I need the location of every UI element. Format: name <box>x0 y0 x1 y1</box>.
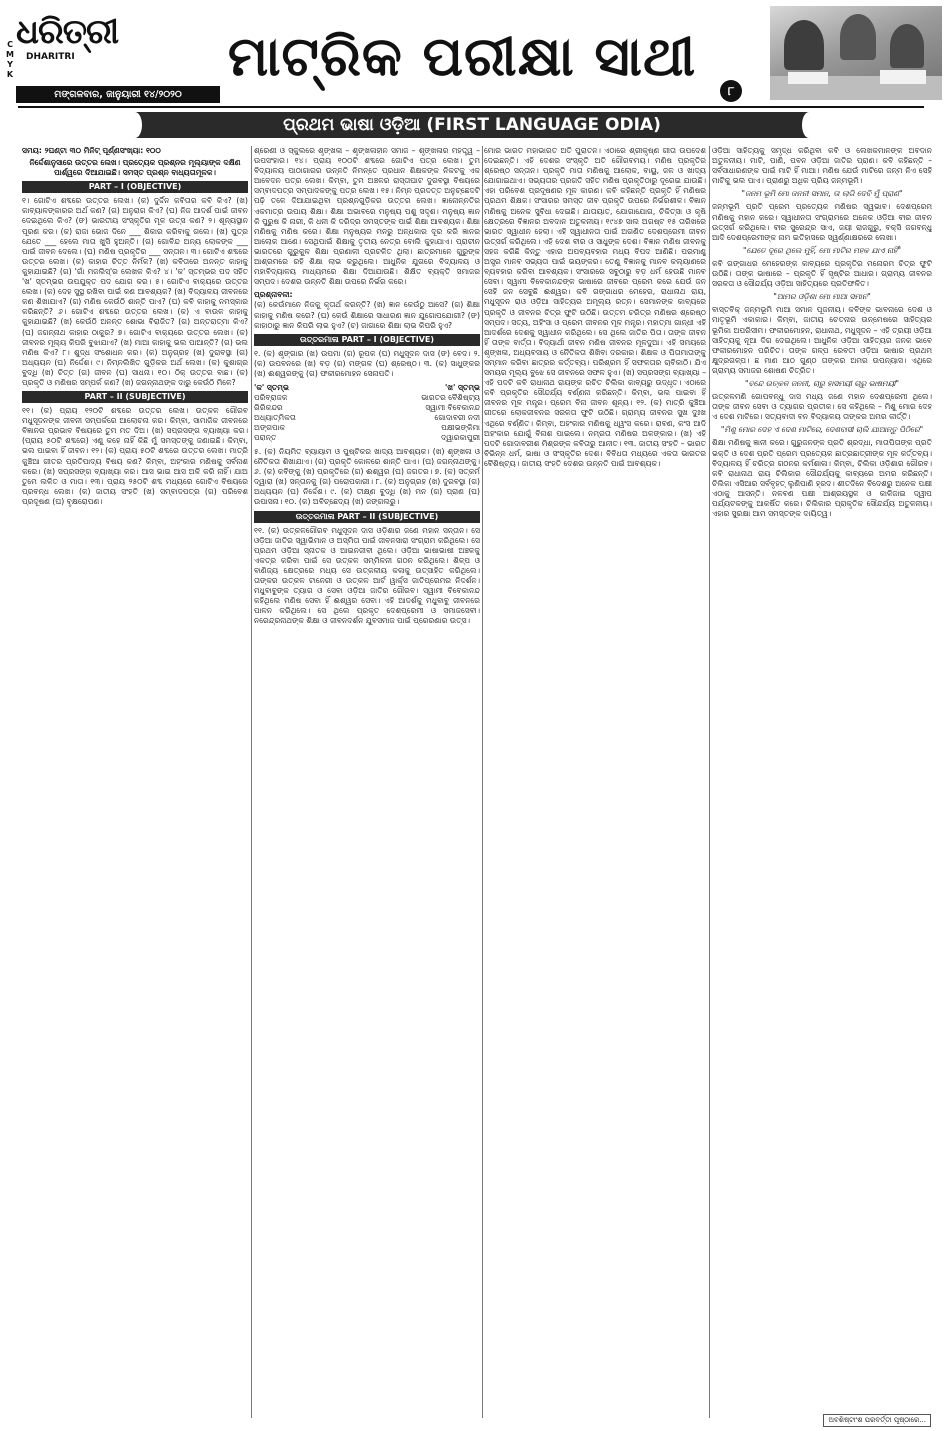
verse-quote: "ଯେତେ ଦୂରେ ଥିଲେ ମୁହିଁ, ମୋ ମାଟିର ମହକ ଯାଏ ନାହିଁ" <box>743 245 901 255</box>
cmyk-marks <box>4 40 16 80</box>
answer-text: ଉତ୍କଳମଣି ଗୋପବନ୍ଧୁ ଦାସ ମଧ୍ୟ ଜଣେ ମହାନ ଦେଶପ୍ରେମୀ ଥିଲେ। ତାଙ୍କ ଜୀବନ ସେବା ଓ ତ୍ୟାଗର ପ୍ରତୀକ। ସେ କହିଥିଲେ – ମିଶୁ ମୋର ଦେହ ଏ ଦେଶ ମାଟିରେ। ସତ୍ୟବାଦୀ ବନ ବିଦ୍ୟାଳୟ ତାଙ୍କର ଅମର କୀର୍ତ୍ତି। <box>712 392 932 422</box>
verse-quote: "ମିଶୁ ମୋର ଦେହ ଏ ଦେଶ ମାଟିରେ, ଦେଶବାସୀ ଚାଲି ଯାଆନ୍ତୁ ପିଠିରେ" <box>720 425 924 435</box>
section-title: ମାଟ୍ରିକ ପରୀକ୍ଷା ସାଥୀ <box>227 24 697 88</box>
match-left: ପରାନ୍ତ <box>254 432 277 442</box>
essay-and-passage: ଶ୍ରେଣୀ ଓ ସ୍କୁଲରେ ଶୃଙ୍ଖଳା – ଶୃଙ୍ଖଳାହୀନ ସମାଜ – ଶୃଙ୍ଖଳାର ମହତ୍ତ୍ୱ – ଉପସଂହାର। ୧୪। ପ୍ରାୟ ୧୦୦ଟି ଶବ୍ଦରେ ଗୋଟିଏ ପତ୍ର ଲେଖ। ତୁମ ବିଦ୍ୟାଳୟ ପାଠାଗାରର ଉନ୍ନତି ନିମନ୍ତେ ପ୍ରଧାନ ଶିକ୍ଷକଙ୍କ ନିକଟକୁ ଏକ ଆବେଦନ ପତ୍ର ଲେଖ। କିମ୍ବା, ତୁମ ଅଞ୍ଚଳର ରାସ୍ତାଘାଟ ଦୁରବସ୍ଥା ବିଷୟରେ ସମ୍ବାଦପତ୍ର ସମ୍ପାଦକଙ୍କୁ ପତ୍ର ଲେଖ। ୧୫। ନିମ୍ନ ପ୍ରଦତ୍ତ ଅନୁଚ୍ଛେଦଟି ପଢ଼ି ତଳେ ଦିଆଯାଇଥିବା ପ୍ରଶ୍ନଗୁଡ଼ିକର ଉତ୍ତର ଲେଖ। ଜ୍ଞାନୋନ୍ନତିର ଏକମାତ୍ର ଉପାୟ ଶିକ୍ଷା। ଶିକ୍ଷା ଅଭାବରେ ମନୁଷ୍ୟ ପଶୁ ସଦୃଶ। ମନୁଷ୍ୟ ଜ୍ଞାନ କି ପୁରୁଷ କି ନାରୀ, କି ଧନୀ କି ଦରିଦ୍ର ସମସ୍ତଙ୍କ ପାଇଁ ଶିକ୍ଷା ଆବଶ୍ୟକ। ଶିକ୍ଷା ମଣିଷକୁ ମଣିଷ କରେ। ଶିକ୍ଷା ମନୁଷ୍ୟର ମନରୁ ଅନ୍ଧକାର ଦୂର କରି ଜ୍ଞାନର ଆଲୋକ ଆଣେ। ସେଥିପାଇଁ ଶିକ୍ଷାକୁ ତୃତୀୟ ନେତ୍ର ବୋଲି କୁହାଯାଏ। ପ୍ରାଚୀନ ଭାରତରେ ଗୁରୁକୁଳ ଶିକ୍ଷା ପ୍ରଣାଳୀ ପ୍ରଚଳିତ ଥିଲା। ଛାତ୍ରମାନେ ଗୁରୁଙ୍କ ଆଶ୍ରମରେ ରହି ଶିକ୍ଷା ଲାଭ କରୁଥିଲେ। ଆଧୁନିକ ଯୁଗରେ ବିଦ୍ୟାଳୟ ଓ ମହାବିଦ୍ୟାଳୟ ମାଧ୍ୟମରେ ଶିକ୍ଷା ଦିଆଯାଉଛି। ଶିକ୍ଷିତ ବ୍ୟକ୍ତି ସମାଜର ସମ୍ପଦ। ଦେଶର ଉନ୍ନତି ଶିକ୍ଷା ଉପରେ ନିର୍ଭର କରେ। <box>254 146 480 287</box>
answer-text: ଶିକ୍ଷା ମଣିଷକୁ ଜ୍ଞାନୀ କରେ। ଗୁରୁଜନଙ୍କ ପ୍ରତି ଶ୍ରଦ୍ଧା, ମାତାପିତାଙ୍କ ପ୍ରତି ଭକ୍ତି ଓ ଦେଶ ପ୍ରତି ପ୍ରେମ ପ୍ରତ୍ୟେକ ଛାତ୍ରଛାତ୍ରୀଙ୍କ ମୂଳ କର୍ତ୍ତବ୍ୟ। ବିଦ୍ୟାଳୟ ହିଁ ଚରିତ୍ର ଗଠନର କର୍ମଶାଳା। କିମ୍ବା, ଚିଲିକା ଓଡ଼ିଶାର ଗୌରବ। କବି ରାଧାନାଥ ରାୟ ଚିଲିକାର ସୌନ୍ଦର୍ଯ୍ୟକୁ କାବ୍ୟରେ ଅମର କରିଛନ୍ତି। ଚିଲିକା ଏସିଆର ସର୍ବବୃହତ୍ ଲୁଣିପାଣି ହ୍ରଦ। ଶୀତଦିନେ ବିଦେଶରୁ ଅନେକ ପକ୍ଷୀ ଏଠାକୁ ଆସନ୍ତି। ନଳବଣ ପକ୍ଷୀ ଆଶ୍ରୟସ୍ଥଳ ଓ କାଳିଜାଇ ଦ୍ୱୀପ ପର୍ଯ୍ୟଟକଙ୍କୁ ଆକର୍ଷିତ କରେ। ଚିଲିକାର ପ୍ରାକୃତିକ ସୌନ୍ଦର୍ଯ୍ୟ ଅତୁଳନୀୟ। ଏହାର ସୁରକ୍ଷା ଆମ ସମସ୍ତଙ୍କ ଦାୟିତ୍ୱ। <box>712 438 932 519</box>
match-table <box>254 383 480 443</box>
logo-text: ଧରିତ୍ରୀ <box>16 12 119 52</box>
match-right: ଗୋଦାବରୀ ନଦୀ <box>434 412 480 422</box>
cmyk-c: C <box>7 40 13 49</box>
match-head-left: 'କ' ସ୍ତମ୍ଭ <box>254 382 289 392</box>
match-left: ଅଙ୍ଗପାକ <box>254 422 286 432</box>
answer-key-remaining: ୫. (କ) ନିୟମିତ ବ୍ୟାୟାମ ଓ ପୁଷ୍ଟିକର ଖାଦ୍ୟ ଆବଶ୍ୟକ। (ଖ) ଶୃଙ୍ଖଳା ଓ ନୈତିକତା ଶିଖାଯାଏ। (ଗ) ପ୍ରକୃତି କୋଳରେ ଶାନ୍ତି ପାଏ। (ଘ) ଜଗନ୍ନାଥଙ୍କୁ। ୬. (କ) କବିଙ୍କୁ (ଖ) ପ୍ରକୃତିରେ (ଗ) ଈଶ୍ୱର (ଘ) ଜଗତର। ୭. (କ) ସତ୍କର୍ମ ଦ୍ୱାରା (ଖ) ସନ୍ତାନକୁ (ଗ) ପରୋପକାରୀ। ୮. (କ) ଅନୁଗ୍ରହ (ଖ) ଦୁରବସ୍ଥା (ଗ) ଅଧ୍ୟୟନ (ଘ) ନିର୍ଦ୍ଦେଶ। ୯. (କ) ତୀକ୍ଷ୍ଣ ବୁଦ୍ଧି (ଖ) ମନ (ଗ) ପ୍ରାଣ (ଘ) ଉପାସନା। ୧୦. (କ) ଅବିଚ୍ଛେଦ୍ୟ (ଖ) ଜଙ୍ଗଲରୁ। <box>254 446 480 507</box>
exam-header: ସମୟ: ୨ଘଣ୍ଟା ୩୦ ମିନିଟ୍ ପୂର୍ଣ୍ଣସଂଖ୍ୟା: ୧୦୦ <box>22 146 161 155</box>
column-divider <box>709 146 710 1418</box>
column-answers-final <box>712 146 932 1418</box>
cmyk-k: K <box>6 70 14 79</box>
article-columns <box>22 146 932 1418</box>
match-right: ଭାରତର ବୈଶିଷ୍ଟ୍ୟ <box>421 392 480 402</box>
part1-questions: ୧। ଗୋଟିଏ ଶବ୍ଦରେ ଉତ୍ତର ଲେଖ। (କ) ଦୁର୍ଦ୍ଦିନ କବିତାର କବି କିଏ? (ଖ) କାବ୍ୟାଳଙ୍କାରର ଅର୍ଥ କଣ? (ଗ) ଅନୁରାଗ କିଏ? (ଘ) ନିଜ ଆଦର୍ଶ ପାଇଁ ଜୀବନ ଦେଇଥିଲେ କିଏ? (ଙ) ଭାରତୀୟ ସଂସ୍କୃତିର ମୂଳ ଉତ୍ସ କଣ? ୨। ଶୂନ୍ୟସ୍ଥାନ ପୂରଣ କର। (କ) ରାଜା ଭୋଜ ଦିନେ ___ ଶିକାର କରିବାକୁ ଗଲେ। (ଖ) ପୁତ୍ର ଯେତେ ___ ହେଲେ ମାତା ଖୁସି ହୁଅନ୍ତି। (ଗ) ଗୋବିନ୍ଦ ଅନ୍ୟ ଲୋକଙ୍କ ___ ପାଇଁ ଜୀବନ ଦେଲେ। (ଘ) ମଣିଷ ପ୍ରକୃତିର ___ ସନ୍ତାନ। ୩। ଗୋଟିଏ ଶବ୍ଦରେ ଉତ୍ତର ଲେଖ। (କ) କାହାର ଚିତ୍ତ ନିର୍ମଳ? (ଖ) କବିତାରେ ଅନନ୍ତ କାହାକୁ କୁହାଯାଇଛି? (ଗ) 'ଗାଁ ମଜଲିସ୍'ର ଲେଖକ କିଏ? ୪। 'କ' ସ୍ତମ୍ଭର ପଦ ସହିତ 'ଖ' ସ୍ତମ୍ଭର ଉପଯୁକ୍ତ ପଦ ଯୋଗ କର। ୫। ଗୋଟିଏ ବାକ୍ୟରେ ଉତ୍ତର ଲେଖ। (କ) ଦେହ ସୁସ୍ଥ ରଖିବା ପାଇଁ କଣ ଆବଶ୍ୟକ? (ଖ) ବିଦ୍ୟାଳୟ ଜୀବନରେ କଣ ଶିଖାଯାଏ? (ଗ) ମଣିଷ କେଉଁଠି ଶାନ୍ତି ପାଏ? (ଘ) କବି କାହାକୁ ନମସ୍କାର କରିଛନ୍ତି? ୬। ଗୋଟିଏ ଶବ୍ଦରେ ଉତ୍ତର ଲେଖ। (କ) ଏ ବାଉଳ କାହାକୁ କୁହାଯାଇଛି? (ଖ) କେଉଁଠି ଅନନ୍ତ ଶୋଭା ବିରାଜିତ? (ଗ) ଅନ୍ତରାତ୍ମା କିଏ? (ଘ) ଜଗନ୍ନାଥ କାହାର ଠାକୁର? ୭। ଗୋଟିଏ ବାକ୍ୟରେ ଉତ୍ତର ଲେଖ। (କ) ଜୀବନର ମୂଲ୍ୟ କିପରି ବୁଝାଯାଏ? (ଖ) ମାଆ କାହାକୁ ଭଲ ପାଆନ୍ତି? (ଗ) ଭଲ ମଣିଷ କିଏ? ୮। ଶୁଦ୍ଧ ସଂଶୋଧନ କର। (କ) ଅନୁଗ୍ରହ (ଖ) ଦୁରାବସ୍ଥା (ଗ) ଅଧ୍ୟୟନ (ଘ) ନିର୍ଦ୍ଦେଶ। ୯। ନିମ୍ନଲିଖିତ ଗୁଡ଼ିକର ଅର୍ଥ ଲେଖ। (କ) କୁଶାଗ୍ର ବୁଦ୍ଧି (ଖ) ଚିତ୍ତ (ଗ) ଜୀବନ (ଘ) ସାଧନା। ୧୦। ଠିକ୍ ଉତ୍ତର ବାଛ। (କ) ପ୍ରକୃତି ଓ ମଣିଷର ସମ୍ପର୍କ କଣ? (ଖ) ଜଗନ୍ନାଥଙ୍କ ଦାରୁ କେଉଁଠି ମିଳେ? <box>22 196 248 387</box>
match-head-right: 'ଖ' ସ୍ତମ୍ଭ <box>445 382 480 392</box>
match-left: ଅଧ୍ୟାତ୍ମିକତା <box>254 412 296 422</box>
column-answers <box>254 146 480 1418</box>
match-left: ଗିରିକନ୍ଦର <box>254 402 283 412</box>
page-marker: ୮ <box>720 80 742 102</box>
logo-subtext: DHARITRI <box>26 52 75 62</box>
answer-text: ଜନ୍ମଭୂମି ପ୍ରତି ପ୍ରେମ ପ୍ରତ୍ୟେକ ମଣିଷର ସ୍ୱଭାବ। ଦେଶପ୍ରେମ ମଣିଷକୁ ମହାନ କରେ। ସ୍ୱାଧୀନତା ସଂଗ୍ରାମରେ ଅନେକ ଓଡ଼ିଆ ବୀର ଜୀବନ ଉତ୍ସର୍ଗ କରିଥିଲେ। ବୀର ସୁରେନ୍ଦ୍ର ସାଏ, ଜୟୀ ରାଜଗୁରୁ, ବକ୍ସି ଜଗବନ୍ଧୁ ଆଦି ଦେଶପ୍ରେମୀଙ୍କ ନାମ ଇତିହାସରେ ସ୍ୱର୍ଣ୍ଣାକ୍ଷରରେ ଲେଖା। <box>712 202 932 242</box>
answer-text: ବାସ୍ତବିକ୍ ଜନ୍ମଭୂମି ମାଆ ସମାନ ପୂଜନୀୟ। କବିଙ୍କ ଭାବନାରେ ଦେଶ ଓ ମାତୃଭୂମି ଏକାକାର। କିମ୍ବା, ଜାତୀୟ ଚେତନାର ଉନ୍ମେଷରେ ସାହିତ୍ୟର ଭୂମିକା ଅପରିସୀମ। ଫକୀରମୋହନ, ରାଧାନାଥ, ମଧୁସୂଦନ – ଏହି ତ୍ରୟୀ ଓଡ଼ିଆ ସାହିତ୍ୟକୁ ନୂଆ ଦିଗ ଦେଇଥିଲେ। ଆଧୁନିକ ଓଡ଼ିଆ ସାହିତ୍ୟର ଜନକ ଭାବେ ଫକୀରମୋହନ ପରିଚିତ। ତାଙ୍କ ଗଳ୍ପ ରେବତୀ ଓଡ଼ିଆ ଭାଷାର ପ୍ରଥମ କ୍ଷୁଦ୍ରଗଳ୍ପ। ଛ ମାଣ ଆଠ ଗୁଣ୍ଠ ତାଙ୍କର ଅମର ଉପନ୍ୟାସ। ଏଥିରେ ଗ୍ରାମ୍ୟ ସମାଜର ଶୋଷଣ ଚିତ୍ରିତ। <box>712 305 932 375</box>
answer-key-part2: ୧୧. (କ) ଉତ୍କଳଗୌରବ ମଧୁସୂଦନ ଦାସ ଓଡ଼ିଶାର ଜଣେ ମହାନ ସନ୍ତାନ। ସେ ଓଡ଼ିଆ ଜାତିର ସ୍ୱାଭିମାନ ଓ ଅସ୍ମିତା ପାଇଁ ଜୀବନସାରା ସଂଗ୍ରାମ କରିଥିଲେ। ସେ ପ୍ରଥମ ଓଡ଼ିଆ ସ୍ନାତକ ଓ ଆଇନଜୀବୀ ଥିଲେ। ଓଡ଼ିଆ ଭାଷାଭାଷୀ ଅଞ୍ଚଳକୁ ଏକତ୍ର କରିବା ପାଇଁ ସେ ଉତ୍କଳ ସମ୍ମିଳନୀ ଗଠନ କରିଥିଲେ। ଶିଳ୍ପ ଓ ବାଣିଜ୍ୟ କ୍ଷେତ୍ରରେ ମଧ୍ୟ ସେ ଉତ୍କଳୀୟ କଳାକୁ ଉତ୍ସାହିତ କରିଥିଲେ। ତାଙ୍କର ଉତ୍କଳ ଟାନେରୀ ଓ ଉତ୍କଳ ଆର୍ଟ ୱାର୍କ୍ସ ଜାତିପ୍ରେମର ନିଦର୍ଶନ। ମଧୁବାବୁଙ୍କ ତ୍ୟାଗ ଓ ସେବା ଓଡ଼ିଆ ଜାତିର ଗୌରବ। ସ୍ୱାମୀ ବିବେକାନନ୍ଦ କହିଥିଲେ ମଣିଷ ସେବା ହିଁ ଈଶ୍ୱର ସେବା। ଏହି ଆଦର୍ଶକୁ ମଧୁବାବୁ ଜୀବନରେ ପାଳନ କରିଥିଲେ। ସେ ଥିଲେ ପ୍ରକୃତ ଦେଶପ୍ରେମୀ ଓ ସମାଜସେବୀ। ନରେନ୍ଦ୍ରନାଥଙ୍କ ଶିକ୍ଷା ଓ ଜୀବନଦର୍ଶନ ଯୁବସମାଜ ପାଇଁ ପ୍ରେରଣାର ଉତ୍ସ। <box>254 525 480 626</box>
match-left: ପରିବ୍ରାଜକ <box>254 392 288 402</box>
masthead-rule <box>18 106 924 108</box>
dateline: ମଙ୍ଗଳବାର, ଜାନୁୟାରୀ ୧୪/୨୦୨୦ <box>16 86 220 103</box>
questions-label: ପ୍ରଶ୍ନାବଳୀ: <box>254 290 293 300</box>
answer-text: କବି ଗଙ୍ଗାଧର ମେହେରଙ୍କ କାବ୍ୟରେ ପ୍ରକୃତିର ମନୋରମ ଚିତ୍ର ଫୁଟି ଉଠିଛି। ତାଙ୍କ ଭାଷାରେ – ପ୍ରକୃତି ହିଁ ସୃଷ୍ଟିର ଆଧାର। ଗ୍ରାମ୍ୟ ଜୀବନର ସରଳତା ଓ ସୌନ୍ଦର୍ଯ୍ୟ ଓଡ଼ିଆ ସାହିତ୍ୟରେ ପ୍ରତିଫଳିତ। <box>712 258 932 289</box>
answer-key-part1-heading: ଉତ୍ତରମାଳା PART – I (OBJECTIVE) <box>254 334 480 346</box>
exam-photo <box>770 6 942 100</box>
cmyk-y: Y <box>7 60 13 69</box>
part2-questions: ୧୧। (କ) ପ୍ରାୟ ୧୨୦ଟି ଶବ୍ଦରେ ଉତ୍ତର ଲେଖ। ଉତ୍କଳ ଗୌରବ ମଧୁସୂଦନଙ୍କ ଜୀବନୀ ସମ୍ପର୍କରେ ଆଲୋଚନା କର। କିମ୍ବା, ସାମାଜିକ ଜୀବନରେ ବିଜ୍ଞାନର ପ୍ରଭାବ ବିଷୟରେ ତୁମ ମତ ଦିଅ। (ଖ) ସପ୍ରସଙ୍ଗ ବ୍ୟାଖ୍ୟା କର। (ପ୍ରାୟ ୫୦ଟି ଶବ୍ଦରେ) ଏଣୁ କହେ ନାହିଁ କିଛି ମୁଁ ସମସ୍ତଙ୍କୁ ଜଣାଇଛି। କିମ୍ବା, ଭଲ ପାଇବା ହିଁ ଜୀବନ। ୧୨। (କ) ପ୍ରାୟ ୫୦ଟି ଶବ୍ଦରେ ଉତ୍ତର ଲେଖ। ମାତ୍ରି କୁଞ୍ଚିଆ ଗୀତର ପ୍ରତିପାଦ୍ୟ ବିଷୟ କଣ? କିମ୍ବା, ଅହଂକାର ମଣିଷକୁ ସର୍ବନାଶ କରେ। (ଖ) ସପ୍ରସଙ୍ଗ ବ୍ୟାଖ୍ୟା କର। ଆସ ଭାଇ ଆସ ଅଳି କରି ନାହିଁ। ଯାଅ ତୁମେ ଲଳିତ ଓ ମାତା। ୧୩। ପ୍ରାୟ ୨୫୦ଟି ଶବ୍ଦ ମଧ୍ୟରେ ଗୋଟିଏ ବିଷୟରେ ପ୍ରବନ୍ଧ ଲେଖ। (କ) ଜାତୀୟ ସଂହତି (ଖ) ସମ୍ବାଦପତ୍ର (ଗ) ପରିବେଶ ପ୍ରଦୂଷଣ (ଘ) ବୃକ୍ଷରୋପଣ। <box>22 406 248 506</box>
column-questions <box>22 146 248 1418</box>
match-right: ଦ୍ୱାରକାପୁରୀ <box>441 432 480 442</box>
newspaper-logo <box>16 12 119 70</box>
column-divider <box>251 146 252 1418</box>
verse-quote: "ଆମର ଓଡ଼ିଶା ମୋ ମାଆ ସମାନ" <box>773 292 871 302</box>
verse-quote: "ବନ୍ଦେ ଉତ୍କଳ ଜନନୀ, ଚାରୁ ହାସମୟୀ ଚାରୁ ଭାଷମୟୀ" <box>744 378 900 388</box>
part2-heading: PART – II (SUBJECTIVE) <box>22 391 248 403</box>
masthead <box>0 0 945 108</box>
match-right: ସ୍ୱାମୀ ବିବେକାନନ୍ଦ <box>425 402 480 412</box>
verse-quote: "ଜନମ ଭୂମି ମୋ ଜନନୀ ସମାନ, ତା ଲାଗି ଦେବି ମୁଁ ପ୍ରାଣ" <box>741 189 903 199</box>
passage-questions: (କ) କେଉଁମାନେ ନିଜକୁ କୃତାର୍ଥ କରନ୍ତି? (ଖ) ଜ୍ଞାନ କେଉଁଠୁ ଆସେ? (ଗ) ଶିକ୍ଷା କାହାକୁ ମଣିଷ କରେ? (ଘ) କେଉଁ ଶିକ୍ଷାରେ ସାଧାରଣ ଜ୍ଞାନ ଯୁଗୋପଯୋଗୀ? (ଙ) କାହାଠାରୁ ଜ୍ଞାନ କିପରି ଲାଭ ହୁଏ? (ଚ) ଜାଗାରେ ଶିକ୍ଷା ଲାଭ କିପରି ହୁଏ? <box>254 300 480 330</box>
cmyk-m: M <box>6 50 14 59</box>
answer-text: ଓଡ଼ିଆ ସାହିତ୍ୟକୁ ସମୃଦ୍ଧ କରିଥିବା କବି ଓ ଲେଖକମାନଙ୍କ ଅବଦାନ ଅତୁଳନୀୟ। ମାଟି, ପାଣି, ପବନ ଓଡ଼ିଆ ଜାତିର ପ୍ରାଣ। କବି କହିଛନ୍ତି – ସର୍ବସାଧାରଣଙ୍କ ପାଇଁ ମାଟି ହିଁ ମାଆ। ମଣିଷ ଯେଉଁ ମାଟିରେ ଜନ୍ମ ନିଏ ସେହି ମାଟିକୁ ଭଲ ପାଏ। ପ୍ରାଣରୁ ଅଧିକ ପ୍ରିୟ ଜନ୍ମଭୂମି। <box>712 146 932 186</box>
subject-title: ପ୍ରଥମ ଭାଷା ଓଡ଼ିଆ (FIRST LANGUAGE ODIA) <box>283 115 661 135</box>
answer-key-part2-heading: ଉତ୍ତରମାଳା PART – II (SUBJECTIVE) <box>254 511 480 523</box>
answer-text: ମୋର ଭାରତ ମହାଭାରତ ଅତି ପୁରାତନ। ଏଠାରେ ଶ୍ରୀକୃଷ୍ଣ ଗୀତା ଉପଦେଶ ଦେଇଛନ୍ତି। ଏହି ଦେଶର ସଂସ୍କୃତି ଅତି ଗୌରବମୟ। ମଣିଷ ପ୍ରକୃତିର ଶ୍ରେଷ୍ଠ ସନ୍ତାନ। ପ୍ରକୃତି ମାତା ମଣିଷକୁ ଆଲୋକ, ବାୟୁ, ଜଳ ଓ ଖାଦ୍ୟ ଯୋଗାଇଥାଏ। ସଭ୍ୟତାର ପ୍ରଗତି ସହିତ ମଣିଷ ପ୍ରକୃତିଠାରୁ ଦୂରେଇ ଯାଉଛି। ଏହା ପରିବେଶ ପ୍ରଦୂଷଣର ମୂଳ କାରଣ। କବି କହିଛନ୍ତି ପ୍ରକୃତି ହିଁ ମଣିଷର ପ୍ରଥମ ଶିକ୍ଷକ। ସଂସାରର ସମସ୍ତ ଜୀବ ପ୍ରକୃତି ଉପରେ ନିର୍ଭରଶୀଳ। ବିଜ୍ଞାନ ମଣିଷକୁ ଅନେକ ସୁବିଧା ଦେଇଛି। ଯାତାୟାତ, ଯୋଗାଯୋଗ, ଚିକିତ୍ସା ଓ କୃଷି କ୍ଷେତ୍ରରେ ବିଜ୍ଞାନର ଅବଦାନ ଅତୁଳନୀୟ। ୧୯୪୭ ସାଲ ଅଗଷ୍ଟ ୧୫ ତାରିଖରେ ଭାରତ ସ୍ୱାଧୀନ ହେଲା। ଏହି ସ୍ୱାଧୀନତା ପାଇଁ ଅଗଣିତ ଦେଶପ୍ରେମୀ ଜୀବନ ଉତ୍ସର୍ଗ କରିଥିଲେ। ଏହି ଦେଶ ବୀର ଓ ସାଧୁଙ୍କ ଦେଶ। ବିଜ୍ଞାନ ମଣିଷ ଜୀବନକୁ ସହଜ କରିଛି କିନ୍ତୁ ଏହାର ଅପବ୍ୟବହାର ମଧ୍ୟ ବିପଦ ଆଣିଛି। ପରମାଣୁ ଅସ୍ତ୍ର ମାନବ ସଭ୍ୟତା ପାଇଁ ଭୟଙ୍କର। ତେଣୁ ବିଜ୍ଞାନକୁ ମାନବ କଲ୍ୟାଣରେ ବ୍ୟବହାର କରିବା ଆବଶ୍ୟକ। ସଂସାରରେ ସବୁଠାରୁ ବଡ଼ ଧର୍ମ ହେଉଛି ମାନବ ସେବା। ସ୍ୱାମୀ ବିବେକାନନ୍ଦଙ୍କ ଭାଷାରେ ଜୀବରେ ପ୍ରେମ କରେ ଯେଉଁ ଜନ ସେହି ଜନ ସେବୁଛି ଈଶ୍ୱର। କବି ଗଙ୍ଗାଧର ମେହେର, ରାଧାନାଥ ରାୟ, ମଧୁସୂଦନ ରାଓ ଓଡ଼ିଆ ସାହିତ୍ୟର ଅମୂଲ୍ୟ ରତ୍ନ। ସେମାନଙ୍କ କାବ୍ୟରେ ପ୍ରକୃତି ଓ ଜୀବନର ଚିତ୍ର ଫୁଟି ଉଠିଛି। ଉତ୍ତମ ଚରିତ୍ର ମଣିଷର ଶ୍ରେଷ୍ଠ ସମ୍ପଦ। ସତ୍ୟ, ଅହିଂସା ଓ ପ୍ରେମ ଜୀବନର ମୂଳ ମନ୍ତ୍ର। ମହାତ୍ମା ଗାନ୍ଧୀ ଏହି ଆଦର୍ଶରେ ଦେଶକୁ ସ୍ୱାଧୀନ କରିଥିଲେ। ସେ ଥିଲେ ଜାତିର ପିତା। ତାଙ୍କ ଜୀବନ ହିଁ ତାଙ୍କ ବାର୍ତ୍ତା। ବିଦ୍ୟାର୍ଥୀ ଜୀବନ ମଣିଷ ଜୀବନର ମୂଳଦୁଆ। ଏହି ସମୟରେ ଶୃଙ୍ଖଳା, ଅଧ୍ୟବସାୟ ଓ ନୈତିକତା ଶିଖିବା ଦରକାର। ଶିକ୍ଷକ ଓ ପିତାମାତାଙ୍କୁ ସମ୍ମାନ କରିବା ଛାତ୍ରର କର୍ତ୍ତବ୍ୟ। ପରିଶ୍ରମ ହିଁ ସଫଳତାର ଚାବିକାଠି। ଯିଏ ସମୟର ମୂଲ୍ୟ ବୁଝେ ସେ ଜୀବନରେ ସଫଳ ହୁଏ। (ଖ) ସପ୍ରସଙ୍ଗ ବ୍ୟାଖ୍ୟା – ଏହି ପଦଟି କବି ରାଧାନାଥ ରାୟଙ୍କ ରଚିତ ଚିଲିକା କାବ୍ୟରୁ ଉଦ୍ଧୃତ। ଏଠାରେ କବି ପ୍ରକୃତିର ସୌନ୍ଦର୍ଯ୍ୟ ବର୍ଣ୍ଣନା କରିଛନ୍ତି। କିମ୍ବା, ଭଲ ପାଇବା ହିଁ ଜୀବନର ମୂଳ ମନ୍ତ୍ର। ପ୍ରେମ ବିନା ଜୀବନ ଶୂନ୍ୟ। ୧୨. (କ) ମାତ୍ରି କୁଞ୍ଚିଆ ଗୀତରେ ଲୋକଜୀବନର ସରଳତା ଫୁଟି ଉଠିଛି। ଗ୍ରାମ୍ୟ ଜୀବନର ସୁଖ ଦୁଃଖ ଏଥିରେ ବର୍ଣ୍ଣିତ। କିମ୍ବା, ଅହଂକାର ମଣିଷକୁ ଧ୍ୱଂସ କରେ। ରାବଣ, କଂସ ଆଦି ଅହଂକାର ଯୋଗୁଁ ବିନାଶ ପାଇଲେ। ନମ୍ରତା ମଣିଷର ଅଳଙ୍କାର। (ଖ) ଏହି ପଦଟି ଗୋଦାବରୀଶ ମିଶ୍ରଙ୍କ କବିତାରୁ ଆନୀତ। ୧୩. ଜାତୀୟ ସଂହତି – ଭାରତ ବିଭିନ୍ନ ଧର୍ମ, ଭାଷା ଓ ସଂସ୍କୃତିର ଦେଶ। ବିବିଧତା ମଧ୍ୟରେ ଏକତା ଭାରତର ବୈଶିଷ୍ଟ୍ୟ। ଜାତୀୟ ସଂହତି ଦେଶର ଉନ୍ନତି ପାଇଁ ଆବଶ୍ୟକ। <box>484 146 706 468</box>
subject-banner <box>130 112 814 138</box>
continued-note: ଅବଶିଷ୍ଟାଂଶ ପରବର୍ତ୍ତୀ ପୃଷ୍ଠାରେ... <box>823 1414 931 1427</box>
part1-heading: PART – I (OBJECTIVE) <box>22 181 248 193</box>
column-answers-continued <box>484 146 706 1418</box>
match-right: ପକ୍ଷୀଭଙ୍କିମା <box>441 422 480 432</box>
column-divider <box>482 146 483 1418</box>
exam-instructions: ନିର୍ଦ୍ଦେଶାନୁସାରେ ଉତ୍ତର ଲେଖ। ପ୍ରତ୍ୟେକ ପ୍ରଶ୍ନର ମୂଲ୍ୟାଙ୍କ ଦକ୍ଷିଣ ପାର୍ଶ୍ୱରେ ଦିଆଯାଇଛି। ସମସ୍ତ ପ୍ରଶ୍ନ ବାଧ୍ୟତାମୂଳକ। <box>29 158 241 178</box>
answer-key-part1: ୧. (କ) ଶୃଙ୍ଗାର (ଖ) ଉପମା (ଗ) ରୂପକ (ଘ) ମଧୁସୂଦନ ଦାସ (ଙ) ବେଦ। ୨. (କ) ଉପବନରେ (ଖ) ବଡ଼ (ଗ) ମଙ୍ଗଳ (ଘ) ଶ୍ରେଷ୍ଠ। ୩. (କ) ସାଧୁଙ୍କର (ଖ) ଈଶ୍ୱରଙ୍କୁ (ଗ) ଫକୀରମୋହନ ସେନାପତି। <box>254 348 480 378</box>
